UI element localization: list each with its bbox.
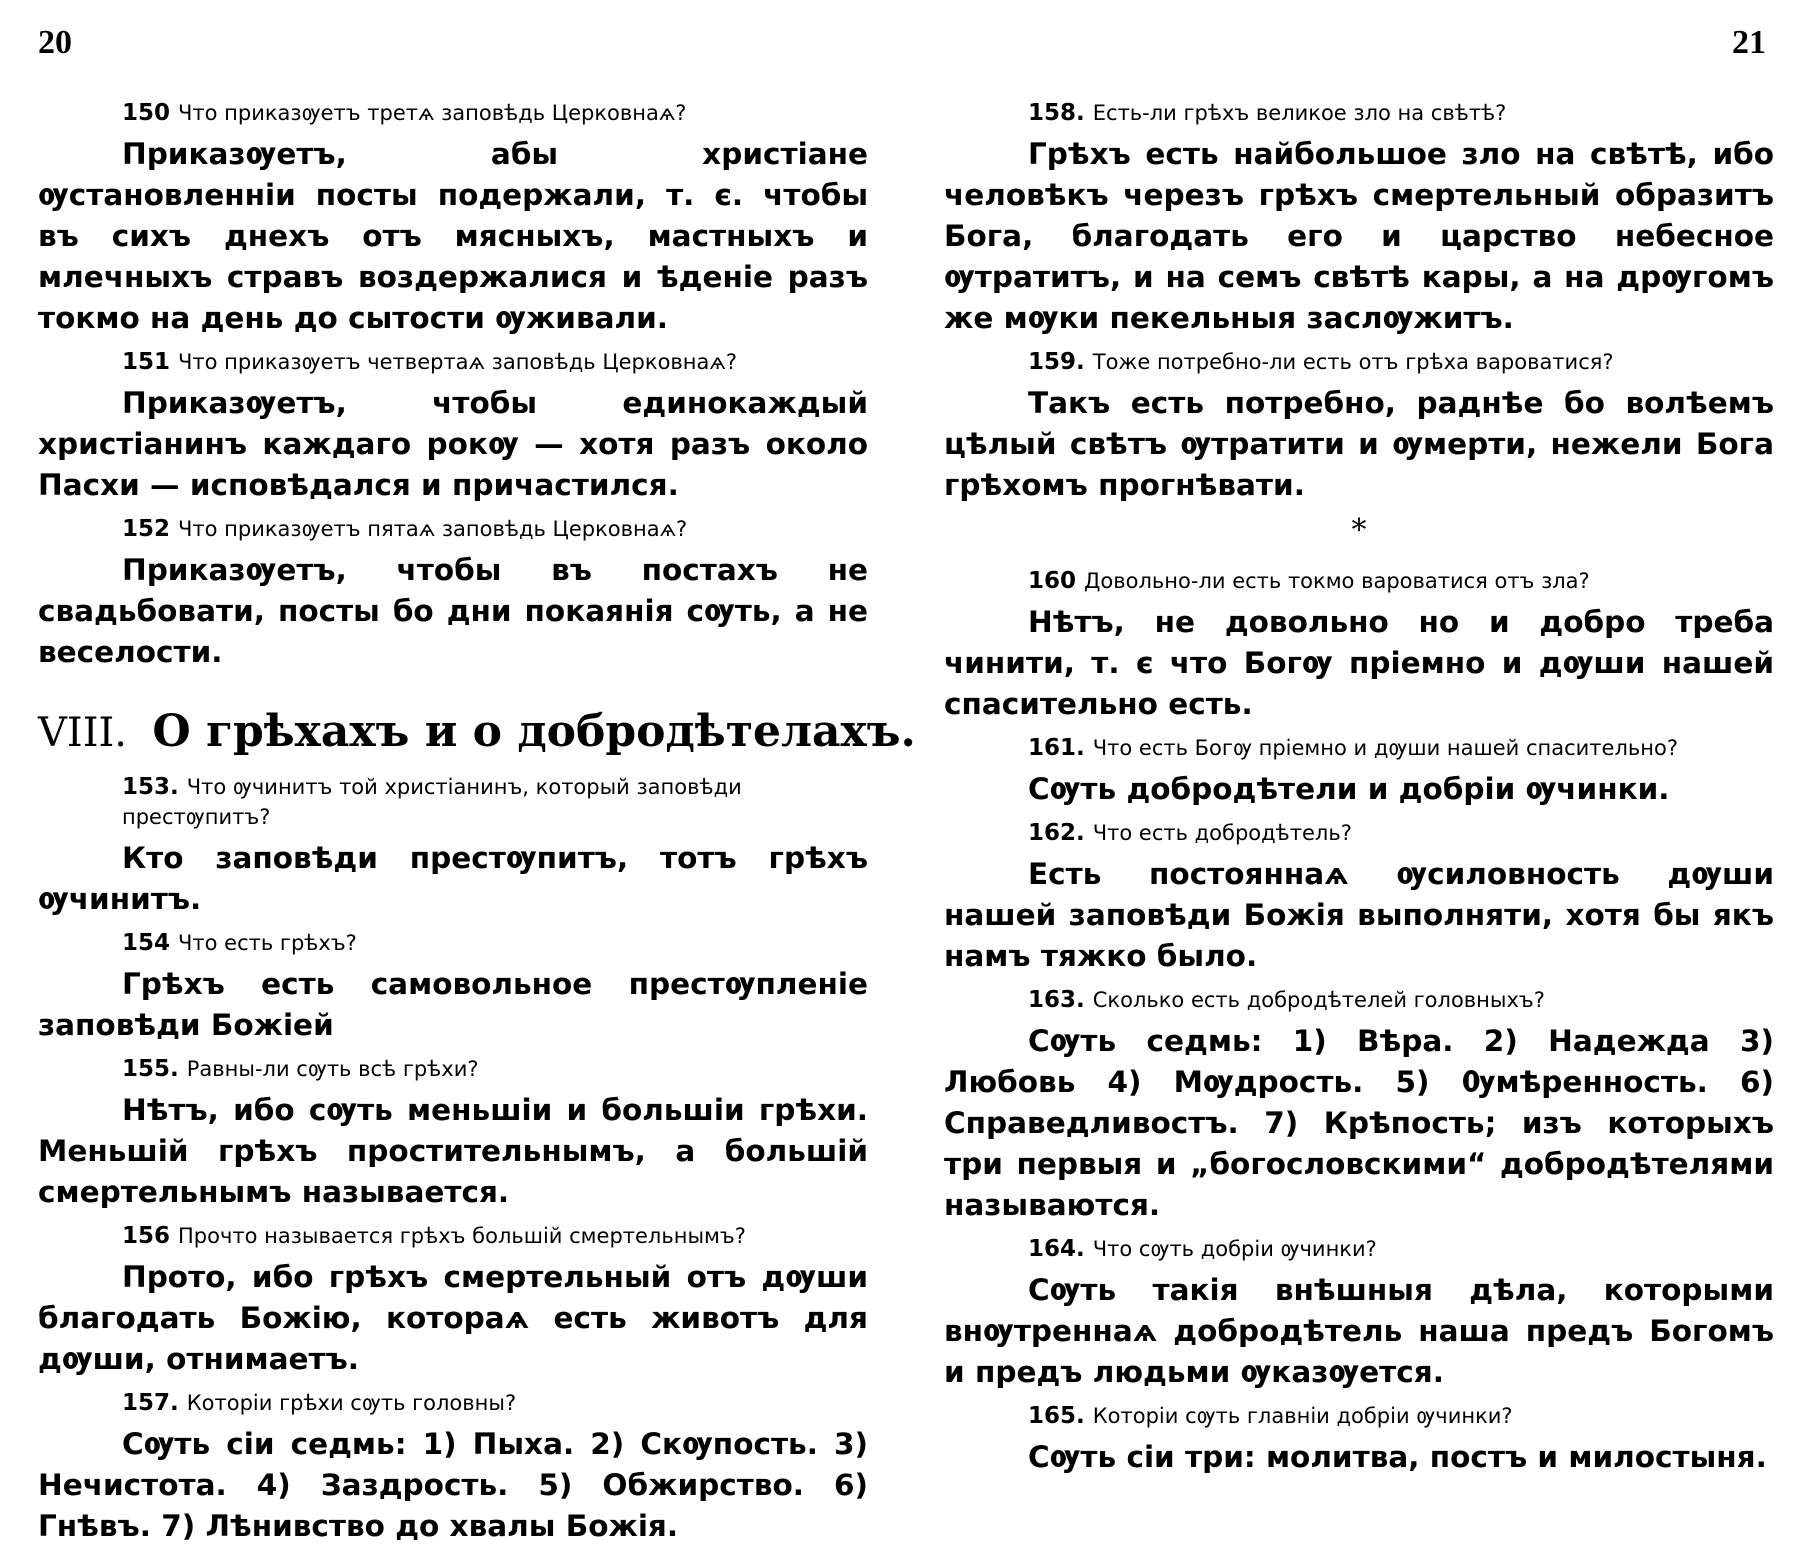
- answer: Приказѹетъ, абы христіане ѹстановленніи посты подержали, т. є. чтобы въ сихъ днехъ отъ мясныхъ, мастныхъ и млечныхъ стравъ воздержалися и ѣденіе разъ токмо на день до сытости ѹживали.: [38, 137, 868, 335]
- qa-item: [944, 818, 1774, 977]
- answer: Сѹть добродѣтели и добріи ѹчинки.: [1028, 772, 1670, 806]
- answer: Сѹть сіи седмь: 1) Пыха. 2) Скѹпость. 3) Нечистота. 4) Заздрость. 5) Обжирство. 6) Гнѣвъ. 7) Лѣнивство до хвалы Божія.: [38, 1427, 868, 1543]
- question-text: Что приказѹетъ четвертаѧ заповѣдь Церковнаѧ?: [178, 350, 737, 374]
- answer: Сѹть такія внѣшныя дѣла, которыми внѹтреннаѧ добродѣтель наша предъ Богомъ и предъ людьми ѹказѹется.: [944, 1273, 1774, 1389]
- question-text: Есть-ли грѣхъ великое зло на свѣтѣ?: [1092, 101, 1507, 125]
- qa-item: [944, 566, 1774, 725]
- question-text: Что ѹчинитъ той христіанинъ, который заповѣди престѹпитъ?: [122, 775, 742, 829]
- question-text: Что сѹть добріи ѹчинки?: [1092, 1237, 1377, 1261]
- question: [1028, 1401, 1774, 1431]
- answer: Грѣхъ есть найбольшое зло на свѣтѣ, ибо человѣкъ черезъ грѣхъ смертельный образитъ Бога, благодать его и царство небесное ѹтратитъ, и на семъ свѣтѣ кары, а на дрѹгомъ же мѹки пекельныя заслѹжитъ.: [944, 137, 1774, 335]
- qa-item: [38, 1388, 868, 1547]
- answer: Сѹть сіи три: молитва, постъ и милостыня.: [1028, 1440, 1767, 1474]
- question-text: Тоже потребно-ли есть отъ грѣха вароватися?: [1092, 350, 1614, 374]
- qa-item: [944, 98, 1774, 339]
- question: [1028, 985, 1774, 1015]
- qa-item: [38, 347, 868, 506]
- right-qa-list-after-separator: [944, 566, 1774, 1478]
- question: [1028, 566, 1774, 596]
- answer: Приказѹетъ, чтобы единокаждый христіанинъ каждаго рокѹ — хотя разъ около Пасхи — исповѣдался и причастился.: [38, 386, 868, 502]
- question-number: 151: [122, 349, 171, 375]
- answer: Грѣхъ есть самовольное престѹпленіе заповѣди Божіей: [38, 967, 868, 1042]
- question-number: 157.: [122, 1390, 179, 1416]
- answer: Есть постояннаѧ ѹсиловность дѹши нашей заповѣди Божія выполняти, хотя бы якъ намъ тяжко было.: [944, 857, 1774, 973]
- question-number: 154: [122, 930, 171, 956]
- qa-item: [38, 928, 868, 1046]
- qa-item: [38, 514, 868, 673]
- question: [1028, 1234, 1774, 1264]
- question-number: 158.: [1028, 100, 1085, 126]
- question-text: Довольно-ли есть токмо вароватися отъ зла?: [1084, 569, 1590, 593]
- right-column: [944, 98, 1774, 1486]
- question-text: Что есть добродѣтель?: [1092, 821, 1352, 845]
- question-text: Равны-ли сѹть всѣ грѣхи?: [186, 1057, 479, 1081]
- question: [1028, 733, 1774, 763]
- answer: Такъ есть потребно, раднѣе бо волѣемъ цѣлый свѣтъ ѹтратити и ѹмерти, нежели Бога грѣхомъ прогнѣвати.: [944, 386, 1774, 502]
- question-number: 161.: [1028, 735, 1085, 761]
- question: [122, 1388, 868, 1418]
- question-number: 155.: [122, 1056, 179, 1082]
- question-text: Которіи сѹть главніи добріи ѹчинки?: [1092, 1404, 1513, 1428]
- answer: Кто заповѣди престѹпитъ, тотъ грѣхъ ѹчинитъ.: [38, 841, 868, 916]
- question: [122, 772, 868, 832]
- qa-item: [38, 1221, 868, 1380]
- right-qa-list: [944, 98, 1774, 506]
- question-number: 156: [122, 1223, 171, 1249]
- question-number: 150: [122, 100, 171, 126]
- question-number: 153.: [122, 774, 179, 800]
- question-text: Что есть Богѹ пріемно и дѹши нашей спасительно?: [1092, 736, 1678, 760]
- qa-item: [38, 98, 868, 339]
- question: [122, 514, 868, 544]
- question-number: 165.: [1028, 1403, 1085, 1429]
- answer: Приказѹетъ, чтобы въ постахъ не свадьбовати, посты бо дни покаянія сѹть, а не веселости.: [38, 553, 868, 669]
- section-heading-title: О грѣхахъ и о добродѣтелахъ.: [152, 706, 916, 757]
- answer: Прото, ибо грѣхъ смертельный отъ дѹши благодать Божію, котораѧ есть животъ для дѹши, отнимаетъ.: [38, 1260, 868, 1376]
- qa-item: [944, 1401, 1774, 1478]
- qa-item: [944, 347, 1774, 506]
- left-column: [38, 98, 916, 1555]
- question-number: 160: [1028, 568, 1077, 594]
- question: [122, 98, 868, 128]
- qa-item: [38, 1054, 868, 1213]
- left-qa-list-after-heading: [38, 772, 868, 1547]
- question-number: 163.: [1028, 987, 1085, 1013]
- question-number: 152: [122, 516, 171, 542]
- page-number-right: 21: [1732, 24, 1766, 61]
- question: [122, 928, 868, 958]
- question: [1028, 818, 1774, 848]
- answer: Сѹть седмь: 1) Вѣра. 2) Надежда 3) Любовь 4) Мѹдрость. 5) Ѹмѣренность. 6) Справедливостъ. 7) Крѣпость; изъ которыхъ три первыя и „богословскими“ добродѣтелями называются.: [944, 1024, 1774, 1222]
- separator-asterisk: *: [1351, 513, 1367, 548]
- qa-item: [38, 772, 868, 920]
- question: [1028, 98, 1774, 128]
- left-qa-list: [38, 98, 868, 673]
- question-text: Что приказѹетъ пятаѧ заповѣдь Церковнаѧ?: [178, 517, 688, 541]
- qa-item: [944, 733, 1774, 810]
- question-number: 159.: [1028, 349, 1085, 375]
- question-number: 164.: [1028, 1236, 1085, 1262]
- question-text: Сколько есть добродѣтелей головныхъ?: [1092, 988, 1545, 1012]
- question: [1028, 347, 1774, 377]
- question-text: Которіи грѣхи сѹть головны?: [186, 1391, 517, 1415]
- question: [122, 1221, 868, 1251]
- page-number-left: 20: [38, 24, 72, 61]
- answer: Нѣтъ, не довольно но и добро треба чинити, т. є что Богѹ пріемно и дѹши нашей спасительно есть.: [944, 605, 1774, 721]
- question: [122, 1054, 868, 1084]
- question-text: Прочто называется грѣхъ большій смертельнымъ?: [178, 1224, 746, 1248]
- qa-item: [944, 985, 1774, 1226]
- question: [122, 347, 868, 377]
- answer: Нѣтъ, ибо сѹть меньшіи и большіи грѣхи. Меньшій грѣхъ простительнымъ, а большій смертельнымъ называется.: [38, 1093, 868, 1209]
- section-heading-number: VIII.: [38, 710, 128, 756]
- question-text: Что приказѹетъ третѧ заповѣдь Церковнаѧ?: [178, 101, 687, 125]
- question-number: 162.: [1028, 820, 1085, 846]
- qa-item: [944, 1234, 1774, 1393]
- section-heading: [38, 701, 916, 764]
- question-text: Что есть грѣхъ?: [178, 931, 357, 955]
